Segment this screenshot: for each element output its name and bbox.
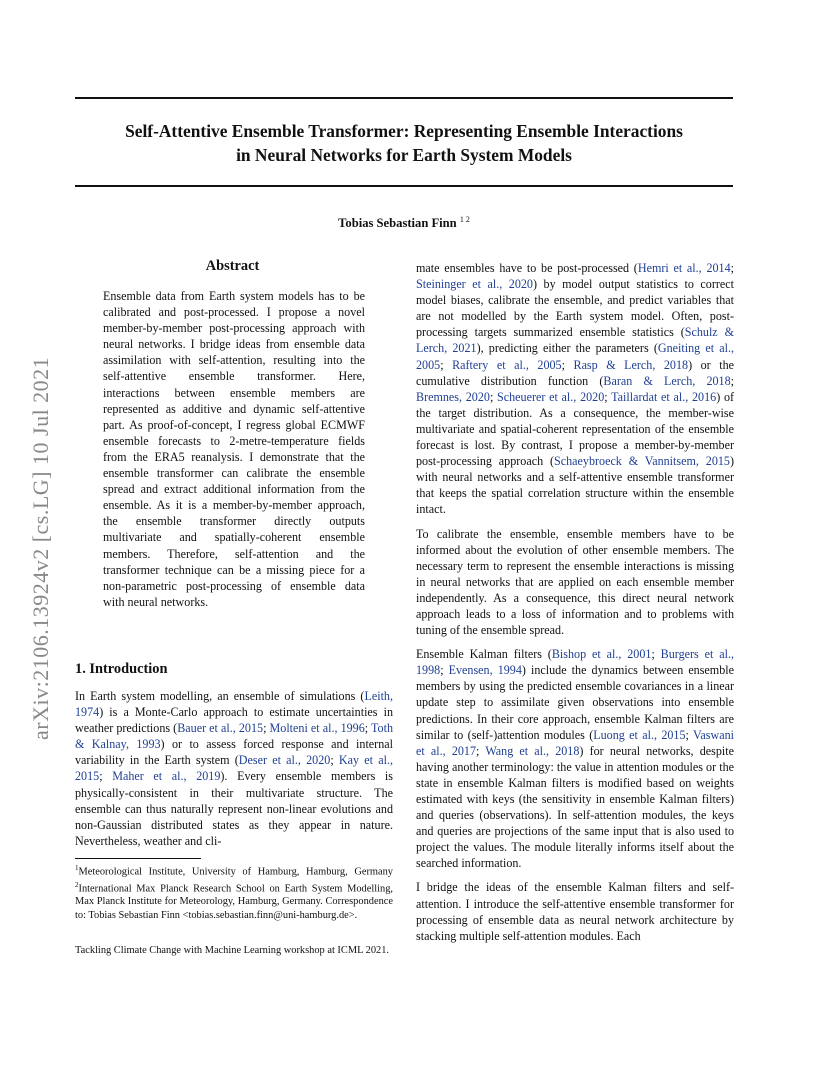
citation-link[interactable]: Bremnes, 2020 [416,389,490,404]
body-text: ) or the cumulative distribution function ( [416,357,734,388]
citation-link[interactable]: Bauer et al., 2015 [177,721,264,736]
right-paragraph-1 [416,260,734,518]
citation-link[interactable]: Leith, 1974 [75,689,393,720]
body-text: ) with neural networks and a self-attentive ensemble transformer that keeps the spatial correlation structure within the ensemble intact. [416,454,734,517]
citation-link[interactable]: Bishop et al., 2001 [551,647,652,662]
section-heading-introduction: 1. Introduction [75,661,168,677]
citation-link[interactable]: Steininger et al., 2020 [416,277,533,292]
author-affiliation-marks: 1 2 [459,215,470,224]
citation-link[interactable]: Evensen, 1994 [448,663,522,678]
body-text: ; [730,261,735,275]
citation-link[interactable]: Scheuerer et al., 2020 [497,389,605,404]
footnote-text: International Max Planck Research School on Earth System Modelling, Max Planck Institute for Meteorology, Hamburg, Germany. Correspondence to: Tobias Sebastian Finn <tobias.sebastian.finn@uni-hamburg.de>. [75,883,393,921]
intro-text: ; [99,769,113,784]
citation-link[interactable]: Maher et al., 2019 [112,769,221,784]
citation-link[interactable]: Schaeybroeck & Vannitsem, 2015 [554,454,730,469]
citation-link[interactable]: Vaswani et al., 2017 [416,727,734,758]
footnote-mark: 1 [75,864,79,872]
abstract-text: Ensemble data from Earth system models has to be calibrated and post-processed. I propose a novel member-by-member post-processing approach with neural networks. I bridge ideas from ensemble data assimilation with self-attention, resulting into the self-attentive ensemble transformer. Here, interactions between ensemble members are represented as additive and dynamic self-attentive part. As proof-of-concept, I regress global ECMWF ensemble forecasts to 2-metre-temperature fields from the ERA5 reanalysis. I demonstrate that the ensemble transformer can calibrate the ensemble spread and extract additional information from the ensemble. As it is a member-by-member approach, the ensemble transformer directly outputs multivariate and spatially-coherent ensemble members. Therefore, self-attention and the transformer technique can be a missing piece for a non-parametric post-processing of ensemble data with neural networks. [103,289,365,609]
citation-link[interactable]: Rasp & Lerch, 2018 [573,357,689,372]
title-bottom-rule [75,185,733,187]
title-line-1: Self-Attentive Ensemble Transformer: Representing Ensemble Interactions [125,121,683,141]
abstract-body [103,288,365,610]
citation-link[interactable]: Raftery et al., 2005 [452,357,562,372]
author-name: Tobias Sebastian Finn [338,216,457,231]
body-text: ; [561,357,574,372]
right-paragraph-4: I bridge the ideas of the ensemble Kalman filters and self-attention. I introduce the self-attentive ensemble transformer for processing of ensemble data as neural network architecture by stacking multiple self-attention modules. Each [416,880,734,943]
right-paragraph-2: To calibrate the ensemble, ensemble members have to be informed about the evolution of other ensemble members. The necessary term to represent the ensemble interactions is missing in neural networks that are applied on each ensemble member independently. As a consequence, this direct neural network approach leads to a loss of information and to problems with tuning of the ensemble spread. [416,526,734,638]
citation-link[interactable]: Schulz & Lerch, 2021 [416,325,734,356]
body-text: ; [476,743,486,758]
body-text: ) for neural networks, despite having another terminology: the value in attention modules or the state in ensemble Kalman filters is modified based on weights estimated with keys (the sensitivity in ensemble Kalman filters) and queries (observations). In self-attention modules, the keys and queries are projections of the same input that is also used to project the values. The module literally informs itself about the searched information. [416,743,734,871]
citation-link[interactable]: Molteni et al., 1996 [269,721,365,736]
paper-title [75,119,733,167]
citation-link[interactable]: Toth & Kalnay, 1993 [75,721,393,752]
author-line [75,215,733,231]
body-text: ) of the target distribution. As a consequence, the member-wise multivariate and spatial-coherent representation of the ensemble forecast is lost. By contrast, I propose a member-by-member post-processing approach ( [416,389,735,469]
citation-link[interactable]: Burgers et al., 1998 [416,647,734,678]
right-column [416,260,734,944]
body-text: ) include the dynamics between ensemble members by using the predicted ensemble covariances in a linear update step to assimilate given observations into ensemble predictions. In their core approach, ensemble Kalman filters are similar to (self-)attention modules ( [416,663,734,742]
footnote-text: Meteorological Institute, University of Hamburg, Hamburg, Germany [78,866,393,878]
title-line-2: in Neural Networks for Earth System Models [236,145,572,165]
intro-text: ; [330,753,339,768]
footnote-mark: 2 [75,880,79,889]
body-text: ; [651,647,661,662]
body-text: ; [440,357,453,372]
citation-link[interactable]: Wang et al., 2018 [485,743,580,758]
body-text: ), predicting either the parameters ( [476,341,658,356]
intro-text: ; [263,721,270,736]
body-text: mate ensembles have to be post-processed ( [416,261,638,275]
body-text: ; [440,663,449,678]
footnote-rule [75,858,201,859]
intro-text: ) or to assess forced response and internal variability in the Earth system ( [75,737,393,768]
citation-link[interactable]: Deser et al., 2020 [238,753,331,768]
body-text: ; [685,727,694,742]
citation-link[interactable]: Luong et al., 2015 [593,727,686,742]
title-top-rule [75,97,733,99]
intro-paragraph [75,688,393,849]
citation-link[interactable]: Kay et al., 2015 [75,753,393,784]
right-paragraph-3 [416,646,734,871]
abstract-heading: Abstract [205,258,260,274]
body-text: ; [730,373,735,388]
affiliation-footnote [75,862,393,922]
intro-text: In Earth system modelling, an ensemble of simulations ( [75,689,365,703]
arxiv-stamp: arXiv:2106.13924v2 [cs.LG] 10 Jul 2021 [28,356,53,740]
citation-link[interactable]: Hemri et al., 2014 [637,261,731,275]
body-text: ) by model output statistics to correct model biases, calibrate the ensemble, and predict variables that are not modelled by the Earth system model. Often, post-processing targets summarized ensemble statistics ( [416,277,734,340]
body-text: Ensemble Kalman filters ( [416,647,552,662]
body-text: ; [489,389,498,404]
citation-link[interactable]: Baran & Lerch, 2018 [603,373,731,388]
citation-link[interactable]: Gneiting et al., 2005 [416,341,735,372]
intro-text: ; [364,721,371,736]
workshop-note: Tackling Climate Change with Machine Learning workshop at ICML 2021. [75,945,390,956]
citation-link[interactable]: Taillardat et al., 2016 [611,389,717,404]
body-text: ; [604,389,612,404]
intro-text: ) is a Monte-Carlo approach to estimate uncertainties in weather predictions ( [75,705,393,736]
intro-text: ). Every ensemble members is physically-consistent in their multivariate structure. The ensemble can thus naturally represent non-linear evolutions and non-Gaussian distributed states as they appear in nature. Nevertheless, weather and cli- [75,769,393,848]
